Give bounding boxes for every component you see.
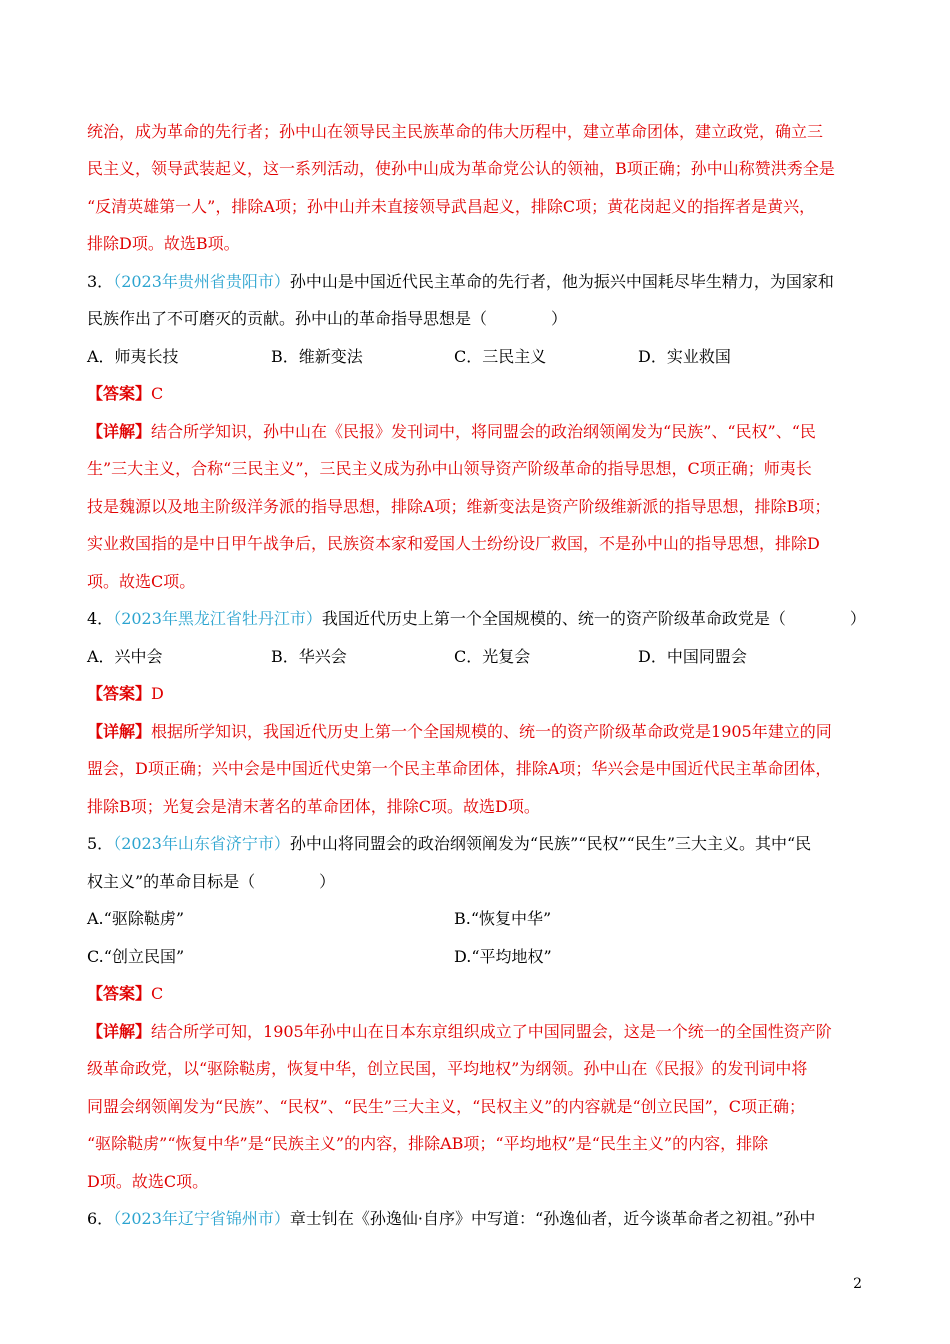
detail-line: 级革命政党，以“驱除鞑虏，恢复中华，创立民国，平均地权”为纲领。孙中山在《民报》的发刊词中将 xyxy=(87,1059,808,1078)
question-stem-text: 我国近代历史上第一个全国规模的、统一的资产阶级革命政党是（ ） xyxy=(321,609,866,628)
question-number: 4． xyxy=(87,609,114,628)
answer-line xyxy=(87,983,163,1005)
question-stem-text: 章士钊在《孙逸仙·自序》中写道：“孙逸仙者，近今谈革命者之初祖。”孙中 xyxy=(289,1209,816,1228)
option-a: A．师夷长技 xyxy=(87,347,179,366)
option-a: A.“驱除鞑虏” xyxy=(87,909,185,928)
answer-line xyxy=(87,383,163,405)
question-source: （2023年黑龙江省牡丹江市） xyxy=(113,609,322,628)
detail-line: 项。故选C项。 xyxy=(87,572,196,591)
question-source: （2023年辽宁省锦州市） xyxy=(113,1209,290,1228)
prev-explanation-line: 统治，成为革命的先行者；孙中山在领导民主民族革命的伟大历程中，建立革命团体，建立政党，确立三 xyxy=(87,122,824,141)
question-stem-text: 孙中山将同盟会的政治纲领阐发为“民族”“民权”“民生”三大主义。其中“民 xyxy=(289,834,812,853)
question-number: 6． xyxy=(87,1209,114,1228)
option-c: C．光复会 xyxy=(454,647,531,666)
question-5-stem-cont: 权主义”的革命目标是（ ） xyxy=(87,872,336,891)
question-source: （2023年山东省济宁市） xyxy=(113,834,290,853)
option-c: C．三民主义 xyxy=(454,347,547,366)
detail-line: 同盟会纲领阐发为“民族”、“民权”、“民生”三大主义，“民权主义”的内容就是“创立民国”，C项正确； xyxy=(87,1097,806,1116)
prev-explanation-line: 民主义，领导武装起义，这一系列活动，使孙中山成为革命党公认的领袖，B项正确；孙中山称赞洪秀全是 xyxy=(87,159,835,178)
prev-explanation-line: “反清英雄第一人”，排除A项；孙中山并未直接领导武昌起义，排除C项；黄花岗起义的指挥者是黄兴， xyxy=(87,197,816,216)
question-3-stem xyxy=(87,271,834,293)
detail-text: 结合所学可知，1905年孙中山在日本东京组织成立了中国同盟会，这是一个统一的全国性资产阶 xyxy=(151,1022,832,1041)
answer-label: 【答案】 xyxy=(87,384,152,403)
prev-explanation-line: 排除D项。故选B项。 xyxy=(87,234,240,253)
answer-line xyxy=(87,683,164,705)
detail-label: 【详解】 xyxy=(87,722,152,741)
detail-line: 生”三大主义，合称“三民主义”，三民主义成为孙中山领导资产阶级革命的指导思想，C项正确；师夷长 xyxy=(87,459,812,478)
option-d: D．中国同盟会 xyxy=(638,647,747,666)
detail-label: 【详解】 xyxy=(87,1022,152,1041)
option-d: D.“平均地权” xyxy=(454,947,552,966)
answer-label: 【答案】 xyxy=(87,984,152,1003)
question-5-stem xyxy=(87,833,811,855)
detail-line: 实业救国指的是中日甲午战争后，民族资本家和爱国人士纷纷设厂救国，不是孙中山的指导思想，排除D xyxy=(87,534,820,553)
question-6-stem xyxy=(87,1208,815,1230)
question-number: 5． xyxy=(87,834,114,853)
answer-value: C xyxy=(151,984,164,1003)
detail-label: 【详解】 xyxy=(87,422,152,441)
detail-line: 盟会，D项正确；兴中会是中国近代史第一个民主革命团体，排除A项；华兴会是中国近代民主革命团体， xyxy=(87,759,832,778)
option-a: A．兴中会 xyxy=(87,647,163,666)
question-stem-text: 孙中山是中国近代民主革命的先行者，他为振兴中国耗尽毕生精力，为国家和 xyxy=(289,272,834,291)
option-c: C.“创立民国” xyxy=(87,947,185,966)
question-number: 3． xyxy=(87,272,114,291)
answer-value: C xyxy=(151,384,164,403)
detail-line: 技是魏源以及地主阶级洋务派的指导思想，排除A项；维新变法是资产阶级维新派的指导思想，排除B项； xyxy=(87,497,831,516)
answer-value: D xyxy=(151,684,164,703)
detail-text: 根据所学知识，我国近代历史上第一个全国规模的、统一的资产阶级革命政党是1905年建立的同 xyxy=(151,722,832,741)
option-b: B．华兴会 xyxy=(271,647,347,666)
detail-line: “驱除鞑虏”“恢复中华”是“民族主义”的内容，排除AB项；“平均地权”是“民生主义”的内容，排除 xyxy=(87,1134,769,1153)
detail-line: 排除B项；光复会是清末著名的革命团体，排除C项。故选D项。 xyxy=(87,797,540,816)
question-4-stem xyxy=(87,608,866,630)
option-b: B.“恢复中华” xyxy=(454,909,552,928)
answer-label: 【答案】 xyxy=(87,684,152,703)
page-number: 2 xyxy=(853,1276,862,1292)
detail-line: D项。故选C项。 xyxy=(87,1172,209,1191)
option-b: B．维新变法 xyxy=(271,347,363,366)
question-3-stem-cont: 民族作出了不可磨灭的贡献。孙中山的革命指导思想是（ ） xyxy=(87,309,568,328)
detail-line xyxy=(87,421,816,443)
detail-text: 结合所学知识，孙中山在《民报》发刊词中，将同盟会的政治纲领阐发为“民族”、“民权”、“民 xyxy=(151,422,816,441)
option-d: D．实业救国 xyxy=(638,347,731,366)
detail-line xyxy=(87,721,832,743)
detail-line xyxy=(87,1021,832,1043)
question-source: （2023年贵州省贵阳市） xyxy=(113,272,290,291)
